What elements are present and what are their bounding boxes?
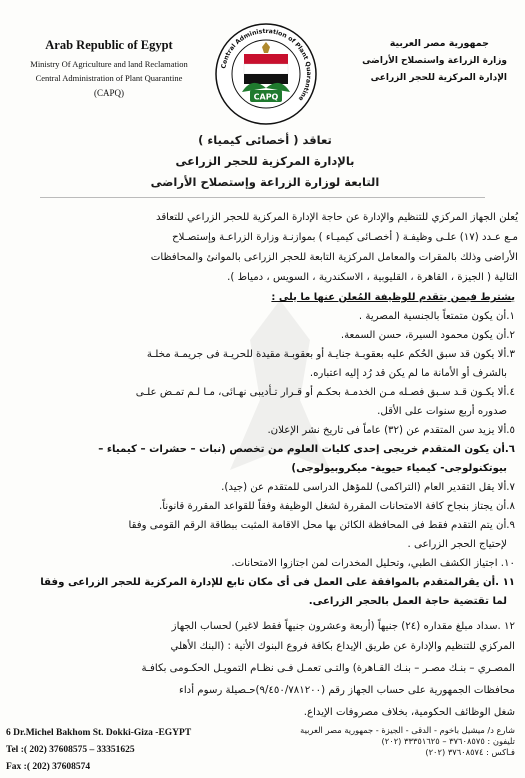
capq-logo: [214, 22, 318, 126]
intro-line: التالية ( الجيزة ، القاهرة ، القليوبية ، الاسكندرية ، السويس ، دمياط ).: [227, 272, 518, 283]
logo-flag-red: [244, 54, 288, 64]
footer-english: [6, 725, 191, 776]
condition-12-cont: محافظات الجمهورية على حساب الجهاز رقم (٩/٤٥٠/٧٨١٢٠٠)حـصيلة رسوم أداء: [179, 685, 515, 696]
header-arabic: [337, 38, 507, 90]
header-administration-en: Central Administration of Plant Quarantine: [35, 73, 183, 83]
title-line-2: بالإدارة المركزية للحجر الزراعى: [175, 154, 355, 168]
footer-fax-ar: فـاكس : ٣٧٦٠٨٥٧٤ (٢٠٢): [425, 747, 515, 757]
logo-flag-black: [244, 74, 288, 84]
footer-tel-en: Tel :( 202) 37608575 – 33351625: [6, 745, 135, 755]
condition-10: ١٠. اجتياز الكشف الطبي، وتحليل المخدرات لمن اجتازوا الامتحانات.: [231, 558, 515, 569]
announcement-title: [80, 130, 450, 193]
header-administration-ar: الإدارة المركزية للحجر الزراعى: [370, 73, 507, 83]
condition-8: ٨.أن يجتاز بنجاح كافة الامتحانات المقررة لشغل الوظيفة وفقاً للقواعد المقررة قانوناً.: [159, 501, 515, 512]
condition-3-cont: بالشرف أو الأمانة ما لم يكن قد رُد إليه اعتباره.: [309, 368, 507, 379]
logo-ring-text: Central Administration of Plant Quarantine: [220, 27, 313, 103]
condition-6: ٦.أن يكون المتقدم خريجى إحدى كليات العلوم من تخصص (نبات – حشرات – كيمياء –: [98, 444, 515, 455]
header-country-en: Arab Republic of Egypt: [45, 38, 173, 52]
header-ministry-en: Ministry Of Agriculture and land Reclamation: [30, 59, 188, 69]
conditions-heading: يشترط فيمن يتقدم للوظيفة المُعلن عنها ما يلى :: [271, 292, 515, 303]
condition-3: ٣.ألا يكون قد سبق الحُكم عليه بعقوبـة جنايـة أو بعقوبـة مقيدة للحريـة فى جريمـة مخلـة: [146, 349, 515, 360]
footer-tel-ar: تليفون : ٣٧٦٠٨٥٧٥ – ٣٣٣٥١٦٢٥ (٢٠٢): [381, 736, 515, 746]
logo-abbr: CAPQ: [253, 92, 279, 102]
header-english: [14, 38, 204, 98]
title-line-1: تعاقد ( أخصائى كيمياء ): [198, 133, 332, 147]
conditions-list: [19, 307, 515, 724]
condition-4: ٤.ألا يكـون قـد سـبق فصـله مـن الخدمـة بحكـم أو قـرار تـأديبى نهـائى، مـا لـم تمـض علـى: [135, 387, 515, 398]
condition-1: ١.أن يكون متمتعاً بالجنسية المصرية .: [358, 311, 515, 322]
intro-line: مـع عـدد (١٧) علـى وظيفـة ( أخصـائى كيميـاء ) بموازنـة وزارة الزراعـة وإستصـلاح: [172, 232, 518, 243]
header-abbr-en: (CAPQ): [93, 88, 124, 98]
header-divider: [40, 197, 485, 198]
footer-arabic: [300, 725, 515, 758]
intro-line: الأراضى وذلك بالمقرات والمعامل المركزية التابعة للحجر الزراعى بالموانئ والمحافظات: [150, 252, 518, 263]
footer-address-en: 6 Dr.Michel Bakhom St. Dokki-Giza -EGYPT: [6, 728, 192, 738]
condition-9: ٩.أن يتم التقدم فقط فى المحافظة الكائن بها محل الاقامة المثبت ببطاقة الرقم القومى وفقا: [128, 520, 515, 531]
title-line-3: التابعة لوزارة الزراعة وإستصلاح الأراضى: [150, 175, 380, 189]
condition-12: ١٢ .سداد مبلغ مقداره (٢٤) جنيهاً (أربعة وعشرون جنيهاً فقط لاغير) لحساب الجهاز: [171, 621, 515, 632]
condition-2: ٢.أن يكون محمود السيرة، حسن السمعة.: [340, 330, 515, 341]
header-ministry-ar: وزارة الزراعة واستصلاح الأراضى: [362, 56, 507, 66]
condition-12-cont: المركزي للتنظيم والإدارة عن طريق الإيداع بكافة فروع البنوك الأتية : (البنك الأهلي: [170, 641, 515, 652]
condition-7: ٧.ألا يقل التقدير العام (التراكمى) للمؤهل الدراسى للمتقدم عن (جيد).: [221, 482, 515, 493]
condition-5: ٥.ألا يزيد سن المتقدم عن (٣٢) عاماً فى تاريخ نشر الإعلان.: [267, 425, 515, 436]
footer-fax-en: Fax :( 202) 37608574: [6, 762, 91, 772]
header-country-ar: جمهورية مصر العربية: [389, 38, 489, 49]
condition-9-cont: لإحتياج الحجر الزراعى .: [407, 539, 507, 550]
intro-paragraph: [12, 208, 518, 288]
condition-11-cont: لما تقتضية حاجة العمل بالحجر الزراعى.: [308, 596, 507, 607]
condition-4-cont: صدوره أربع سنوات على الأقل.: [377, 406, 507, 417]
condition-6-cont: بيوتكنولوجى- كيمياء حيوية- ميكروبيولوجى): [291, 463, 507, 474]
condition-11: ١١ .أن يقرالمتقدم بالموافقة على العمل فى أى مكان تابع للإدارة المركزية للحجر الزراعى وفقا: [40, 577, 515, 588]
condition-12-cont: شغل الوظائف الحكومية، بخلاف مصروفات الإيداع.: [303, 707, 515, 718]
intro-line: يُعلن الجهاز المركزي للتنظيم والإدارة عن حاجة الإدارة المركزية للحجر الزراعي للتعاقد: [155, 212, 518, 223]
logo-flag-white: [244, 64, 288, 74]
footer-address-ar: شارع د/ ميشيل باخوم - الدقى - الجيزة - جمهورية مصر العربية: [300, 725, 515, 735]
condition-12-cont: المصـري – بنـك مصـر – بنـك القـاهرة) والتـى تعمـل فـى نظـام التمويـل الحكـومى بكافـة: [141, 663, 515, 674]
